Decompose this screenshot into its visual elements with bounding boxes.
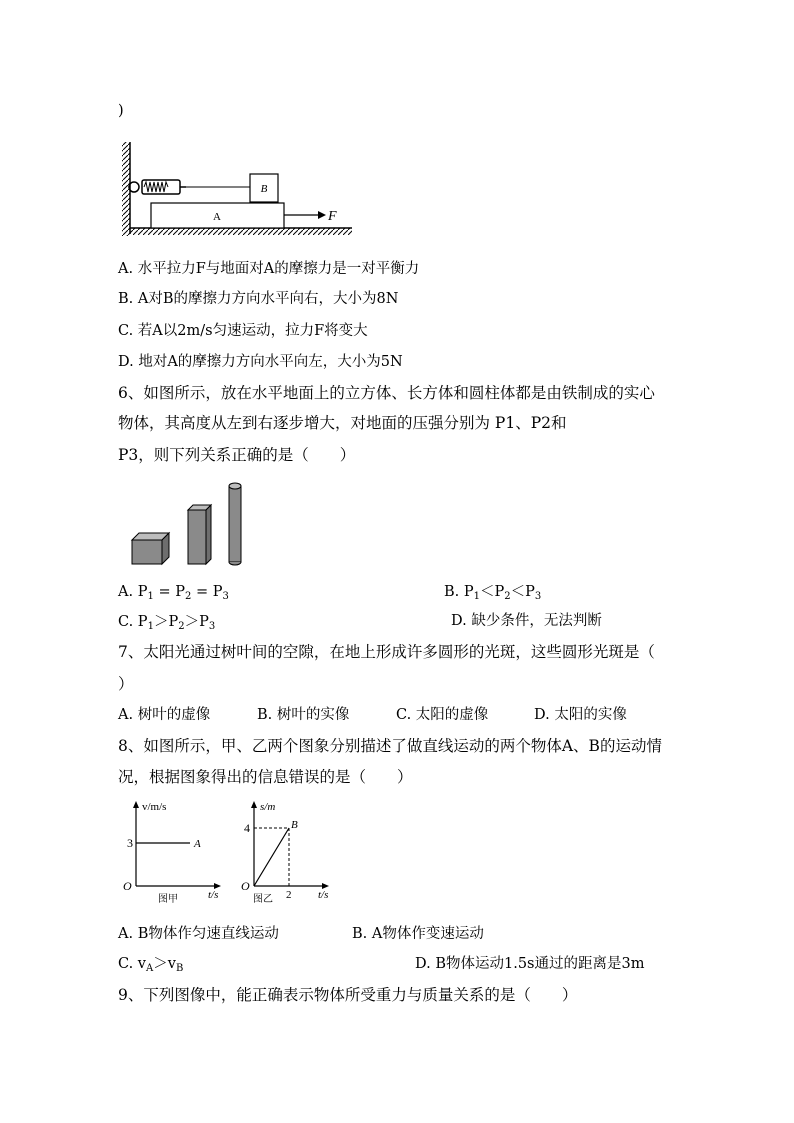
graph-yi-xlabel: t/s bbox=[318, 889, 329, 901]
graph-jia bbox=[120, 798, 230, 908]
q5-option-b: B. A对B的摩擦力方向水平向右，大小为8N bbox=[118, 291, 399, 307]
q7-option-d: D. 太阳的实像 bbox=[534, 707, 627, 723]
arrow-head-icon bbox=[318, 211, 326, 219]
q8-option-d: D. B物体运动1.5s通过的距离是3m bbox=[415, 956, 645, 972]
block-a-label: A bbox=[213, 211, 221, 223]
q7-option-b: B. 树叶的实像 bbox=[257, 707, 350, 723]
graph-yi-caption: 图乙 bbox=[253, 894, 273, 905]
y-arrow-icon bbox=[251, 801, 257, 808]
q6-stem-line2: 物体，其高度从左到右逐步增大，对地面的压强分别为 P1、P2和 bbox=[118, 414, 567, 432]
graph-yi-ytick: 4 bbox=[244, 821, 250, 835]
q6-option-a: A. $P_1 = P_2 = P_3$ bbox=[118, 584, 229, 602]
solids-figure bbox=[125, 478, 255, 568]
q7-option-c: C. 太阳的虚像 bbox=[396, 707, 489, 723]
graph-yi-point-label: B bbox=[291, 819, 298, 831]
q8-stem-line2: 况，根据图象得出的信息错误的是（ ） bbox=[118, 768, 413, 786]
cube-front bbox=[132, 540, 162, 564]
graph-yi bbox=[238, 798, 338, 908]
q8-option-c: C. $v_A>v_B$ bbox=[118, 956, 184, 974]
q8-stem-line1: 8、如图所示，甲、乙两个图象分别描述了做直线运动的两个物体A、B的运动情 bbox=[118, 737, 662, 755]
graph-yi-xtick: 2 bbox=[286, 889, 292, 901]
ground-hatching bbox=[130, 228, 352, 235]
graph-jia-origin: O bbox=[123, 879, 132, 893]
graph-jia-series-label: A bbox=[194, 838, 201, 850]
graph-jia-ylabel: v/m/s bbox=[142, 801, 167, 813]
block-b-label: B bbox=[260, 183, 268, 195]
graph-jia-caption: 图甲 bbox=[158, 894, 178, 905]
cylinder-top bbox=[229, 483, 241, 489]
q6-option-b: B. $P_1<P_2<P_3$ bbox=[444, 584, 542, 602]
q7-stem-line1: 7、太阳光通过树叶间的空隙，在地上形成许多圆形的光斑，这些圆形光斑是（ bbox=[118, 643, 655, 661]
force-label: F bbox=[328, 209, 337, 224]
q6-option-d: D. 缺少条件，无法判断 bbox=[451, 613, 602, 629]
y-arrow-icon bbox=[133, 801, 139, 808]
q5-option-a: A. 水平拉力F与地面对A的摩擦力是一对平衡力 bbox=[118, 261, 420, 277]
q7-option-a: A. 树叶的虚像 bbox=[118, 707, 211, 723]
graph-yi-origin: O bbox=[241, 879, 250, 893]
q8-option-a: A. B物体作匀速直线运动 bbox=[118, 926, 279, 942]
q6-stem-line3: P3，则下列关系正确的是（ ） bbox=[118, 446, 356, 464]
cylinder-body bbox=[229, 486, 241, 562]
spring-block-figure bbox=[118, 140, 358, 240]
cylinder-bottom bbox=[229, 562, 241, 565]
q5-option-c: C. 若A以2m/s匀速运动，拉力F将变大 bbox=[118, 323, 368, 339]
q8-option-b: B. A物体作变速运动 bbox=[352, 926, 484, 942]
q9-stem-line1: 9、下列图像中，能正确表示物体所受重力与质量关系的是（ ） bbox=[118, 986, 578, 1004]
q6-stem-line1: 6、如图所示，放在水平地面上的立方体、长方体和圆柱体都是由铁制成的实心 bbox=[118, 384, 655, 402]
q7-stem-line2: ） bbox=[118, 675, 134, 693]
continued-paren: ) bbox=[118, 103, 124, 119]
graph-jia-ytick: 3 bbox=[127, 836, 133, 850]
q6-option-c: C. $P_1>P_2>P_3$ bbox=[118, 614, 216, 632]
graph-jia-xlabel: t/s bbox=[208, 889, 219, 901]
q5-option-d: D. 地对A的摩擦力方向水平向左，大小为5N bbox=[118, 354, 403, 370]
cuboid-side bbox=[206, 505, 211, 564]
graph-yi-series-b bbox=[254, 828, 289, 886]
graph-yi-ylabel: s/m bbox=[260, 801, 276, 813]
cuboid-front bbox=[188, 510, 206, 564]
